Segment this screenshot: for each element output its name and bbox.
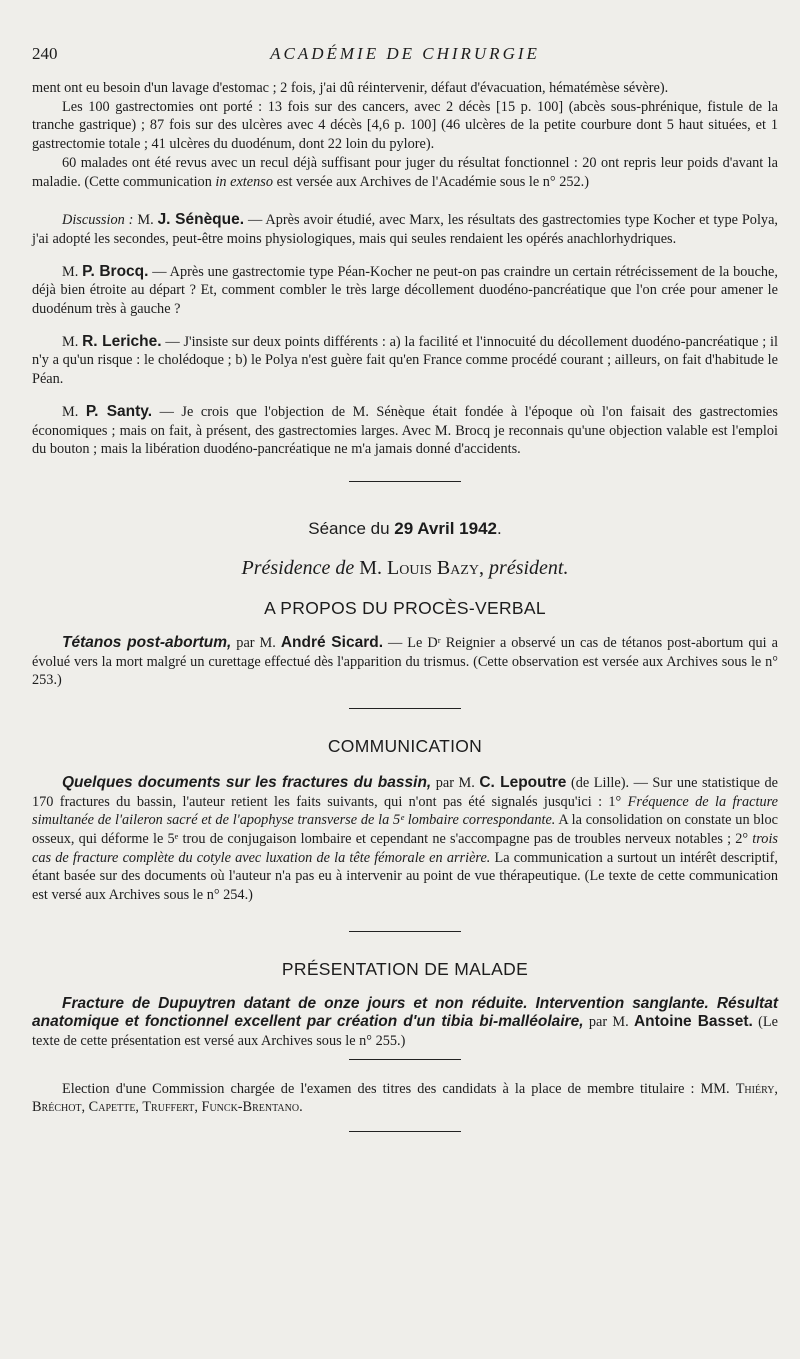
- seance-title: [32, 520, 778, 539]
- text-span: M.: [62, 263, 83, 280]
- page-number: 240: [32, 44, 58, 63]
- text-span: est versée aux Archives de l'Académie sous le n° 252.): [273, 173, 589, 190]
- author-name: André Sicard.: [280, 634, 383, 652]
- speaker-name: P. Brocq.: [82, 262, 149, 280]
- entry-text: — Le Dʳ Reignier a observé un cas de tétanos post-abortum qui a évolué vers la mort malgré un curettage effectué dès l'apparition du trismus. (Cette observation est versée aux Archives sous le n° 253.): [32, 635, 778, 689]
- communication-entry: [32, 774, 778, 905]
- seance-date: 29 Avril 1942: [394, 518, 497, 538]
- discussion-senque: [32, 211, 778, 248]
- discussion-santy: [32, 403, 778, 459]
- text-span: Séance du: [308, 518, 395, 538]
- presidence-line: [32, 556, 778, 579]
- text-span: 60 malades ont été revus avec un recul déjà suffisant pour juger du résultat fonctionnel : 20 ont repris leur poids d'avant la maladie. (Cette communication: [32, 154, 778, 190]
- entry-title: Quelques documents sur les fractures du bassin,: [62, 773, 432, 791]
- discussion-leriche: [32, 333, 778, 389]
- president-name: M. Louis Bazy,: [359, 556, 485, 579]
- discussion-label: Discussion :: [62, 212, 134, 229]
- discussion-text: — Après une gastrectomie type Péan-Kocher ne peut-on pas craindre un certain rétrécissement de la bouche, déjà bien étroite au départ ? Et, comment combler le très large décollement duodéno-pancréatique que l'on crée pour amener le duodénum très à gauche ?: [32, 263, 778, 318]
- text-span: par M.: [583, 1014, 634, 1031]
- text-span: par M.: [231, 635, 281, 652]
- divider: [349, 481, 461, 482]
- running-title: ACADÉMIE DE CHIRURGIE: [270, 44, 540, 63]
- text-span: Election d'une Commission chargée de l'examen des titres des candidats à la place de membre titulaire : MM.: [62, 1080, 736, 1097]
- section-heading-presentation: PRÉSENTATION DE MALADE: [281, 958, 529, 979]
- body-text: [32, 79, 778, 1132]
- discussion-brocq: [32, 263, 778, 319]
- paragraph: [32, 154, 778, 191]
- text-span: Présidence de: [241, 556, 360, 579]
- speaker-name: R. Leriche.: [82, 332, 162, 350]
- entry-text: A la consolidation on constate un bloc osseux, qui déforme le 5ᵉ trou de conjugaison lombaire et cependant ne s'accompagne pas de troubles nerveux notables ; 2°: [32, 812, 778, 847]
- discussion-text: — J'insiste sur deux points différents : a) la facilité et l'innocuité du décollement duodéno-pancréatique ; il n'y a qu'un risque : le cholédoque ; b) le Polya n'est guère fait qu'en France comme procédé courant ; ailleurs, on fait d'habitude le Péan.: [32, 333, 778, 388]
- author-name: C. Lepoutre: [479, 773, 567, 791]
- text-span: président.: [484, 556, 569, 579]
- election-paragraph: [32, 1080, 778, 1117]
- text-span: par M.: [431, 774, 480, 791]
- paragraph: ment ont eu besoin d'un lavage d'estomac ; 2 fois, j'ai dû réintervenir, défaut d'évacuation, hématémèse sévère).: [32, 80, 669, 96]
- presentation-entry: [32, 995, 778, 1051]
- tetanos-entry: [32, 634, 778, 690]
- text-span: M.: [62, 333, 83, 350]
- entry-title: Tétanos post-abortum,: [62, 634, 232, 652]
- italic-span: trois cas de fracture complète du cotyle avec luxation de la tête fémorale en arrière.: [32, 830, 778, 866]
- text-span: .: [497, 518, 502, 538]
- entry-title: Fracture de Dupuytren datant de onze jours et non réduite. Intervention sanglante. Résultat anatomique et fonctionnel excellent par création d'un tibia bi-malléolaire,: [32, 994, 778, 1031]
- italic-span: Fréquence de la fracture simultanée de l'aileron sacré et de l'apophyse transverse de la 5ᵉ lombaire correspondante.: [32, 793, 778, 829]
- section-heading-proces-verbal: A PROPOS DU PROCÈS-VERBAL: [264, 598, 546, 619]
- discussion-text: — Je crois que l'objection de M. Sénèque était fondée à l'époque où l'on faisait des gastrectomies économiques ; mais on fait, à présent, des gastrectomies larges. Avec M. Brocq je reconnais qu'une objection valable est l'emploi du bouton ; mais la libération duodéno-pancréatique ne m'a jamais donné d'accidents.: [32, 403, 778, 458]
- entry-text: (de Lille). — Sur une statistique de 170 fractures du bassin, l'auteur retient les faits suivants, qui n'ont pas été signalés jusqu'ici : 1°: [32, 774, 778, 810]
- section-heading-communication: COMMUNICATION: [327, 736, 483, 757]
- author-name: Antoine Basset.: [633, 1013, 753, 1031]
- discussion-text: — Après avoir étudié, avec Marx, les résultats des gastrectomies type Kocher et type Polya, j'ai adopté les secondes, peut-être moins physiologiques, mais qui seules rendaient les opérés anachlorhydriques.: [32, 212, 778, 247]
- italic-span: in extenso: [215, 173, 273, 190]
- text-span: M.: [62, 403, 86, 420]
- speaker-name: P. Santy.: [85, 402, 153, 420]
- divider: [349, 708, 461, 709]
- divider: [349, 931, 461, 932]
- page-header: [32, 44, 778, 68]
- divider: [349, 1059, 461, 1060]
- entry-text: La communication a surtout un intérêt descriptif, étant basée sur des documents où l'auteur n'a pas eu à intervenir au point de vue thérapeutique. (Le texte de cette communication est versé aux Archives sous le n° 254.): [32, 849, 778, 904]
- speaker-name: J. Sénèque.: [157, 211, 245, 229]
- divider: [349, 1131, 461, 1132]
- text-span: M.: [133, 212, 158, 229]
- paragraph: Les 100 gastrectomies ont porté : 13 fois sur des cancers, avec 2 décès [15 p. 100] (abcès sous-phrénique, fistule de la tranche gastrique) ; 87 fois sur des ulcères avec 4 décès [4,6 p. 100] (46 ulcères de la petite courbure dont 5 haut situées, et 1 gastrectomie totale ; 41 ulcères du duodénum, dont 22 loin du pylore).: [32, 98, 778, 153]
- entry-text: (Le texte de cette présentation est versé aux Archives sous le n° 255.): [32, 1014, 778, 1049]
- member-names: Thiéry, Bréchot, Capette, Truffert, Funck-Brentano.: [32, 1080, 778, 1116]
